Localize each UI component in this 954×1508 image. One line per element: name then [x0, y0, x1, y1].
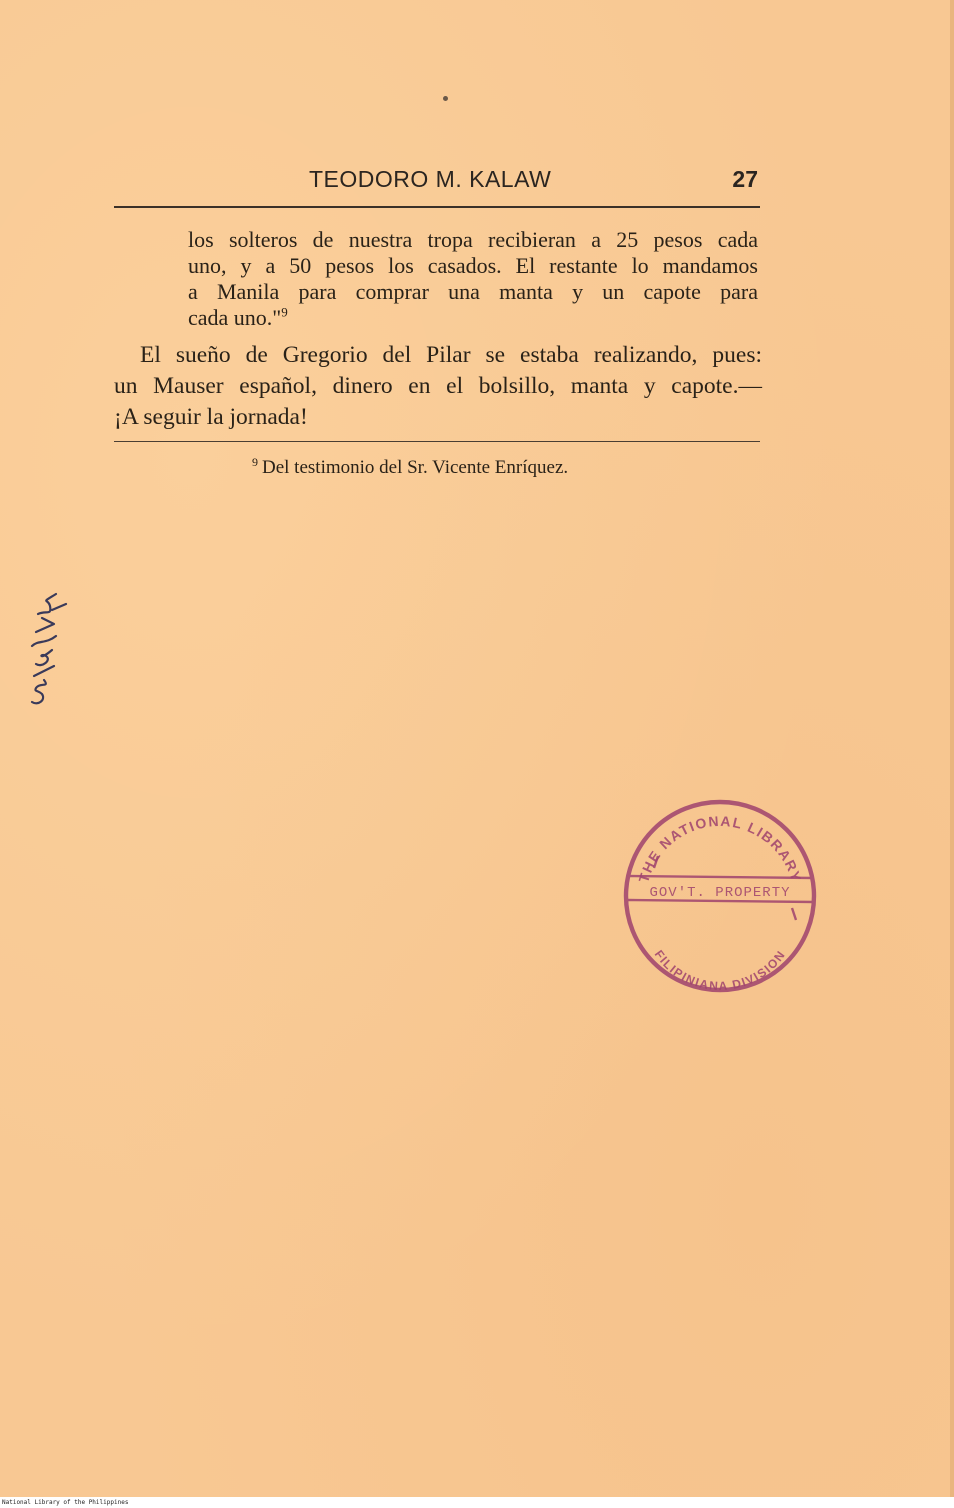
- quote-line-text: cada uno.": [188, 305, 282, 330]
- svg-text:FILIPINIANA DIVISION: [652, 947, 789, 993]
- handwritten-accession-number: [22, 580, 76, 710]
- scan-footer-strip: [0, 1497, 954, 1508]
- stamp-bottom-text: FILIPINIANA DIVISION: [651, 947, 789, 994]
- library-stamp: [618, 796, 822, 996]
- quote-line: uno, y a 50 pesos los casados. El restante lo mandamos: [188, 253, 758, 278]
- footnote-mark: 9: [252, 454, 258, 469]
- body-paragraph: [114, 340, 762, 433]
- block-quote: [188, 227, 758, 331]
- footnote-reference: 9: [281, 304, 288, 320]
- paragraph-line: ¡A seguir la jornada!: [114, 404, 308, 430]
- footnote-text: Del testimonio del Sr. Vicente Enríquez.: [262, 457, 569, 478]
- running-head-author: TEODORO M. KALAW: [309, 166, 552, 192]
- quote-line: [188, 305, 758, 331]
- quote-line: a Manila para comprar una manta y un capote para: [188, 279, 758, 304]
- page-edge: [950, 0, 954, 1500]
- stamp-top-text: THE NATIONAL LIBRARY: [635, 812, 805, 885]
- stamp-middle-text: GOV'T. PROPERTY: [649, 885, 791, 901]
- footnote: [252, 454, 569, 479]
- paragraph-line: un Mauser español, dinero en el bolsillo, manta y capote.—: [114, 373, 762, 399]
- quote-line: los solteros de nuestra tropa recibieran a 25 pesos cada: [188, 227, 758, 252]
- page-number: 27: [732, 166, 758, 192]
- ink-speck: [443, 96, 448, 101]
- header-rule: [114, 206, 760, 208]
- paragraph-line: El sueño de Gregorio del Pilar se estaba realizando, pues:: [140, 342, 762, 368]
- footnote-rule: [114, 441, 760, 442]
- scan-credit: National Library of the Philippines: [2, 1499, 129, 1506]
- running-head: [114, 166, 760, 198]
